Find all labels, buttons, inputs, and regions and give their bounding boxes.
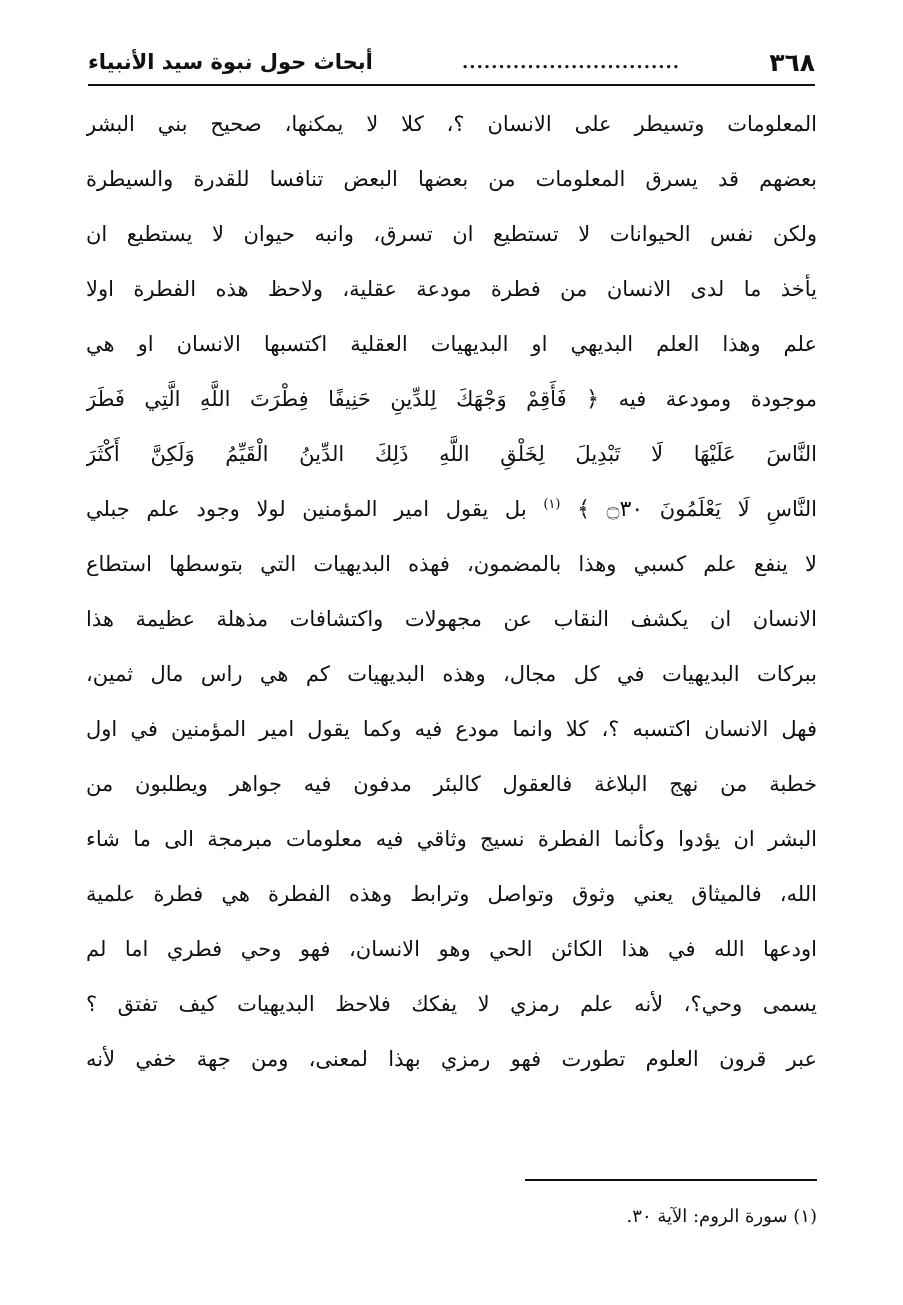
text-line: الانسان ان يكشف النقاب عن مجهولات واكتشافات مذهلة عظيمة هذا bbox=[86, 607, 817, 631]
page-number: ٣٦٨ bbox=[769, 47, 815, 77]
line-text: موجودة ومودعة فيه bbox=[618, 387, 817, 411]
running-title: أبحاث حول نبوة سيد الأنبياء bbox=[88, 50, 373, 74]
quran-close-bracket: ﴾ bbox=[577, 497, 590, 522]
quran-verse-part: فَأَقِمْ وَجْهَكَ لِلدِّينِ حَنِيفًا فِطْرَتَ اللَّهِ الَّتِي فَطَرَ bbox=[86, 387, 567, 411]
text-line: لا ينفع علم كسبي وهذا بالمضمون، فهذه البديهيات التي بتوسطها استطاع bbox=[86, 552, 817, 576]
text-line-quran bbox=[86, 427, 817, 482]
text-line: بعضهم قد يسرق المعلومات من بعضها البعض تنافسا للقدرة والسيطرة bbox=[86, 167, 817, 191]
text-line: يسمى وحي؟، لأنه علم رمزي لا يفكك فلاحظ البديهيات كيف تفتق ؟ bbox=[86, 992, 817, 1016]
text-line: خطبة من نهج البلاغة فالعقول كالبئر مدفون فيه جواهر ويطلبون من bbox=[86, 772, 817, 796]
quran-open-bracket: ﴿ bbox=[586, 387, 600, 412]
footnote-divider bbox=[525, 1179, 817, 1181]
body-text bbox=[86, 97, 817, 1087]
verse-number-marker: ۝٣٠ bbox=[606, 497, 644, 522]
footnote: (١) سورة الروم: الآية ٣٠. bbox=[626, 1206, 817, 1227]
text-line-quran-start bbox=[86, 372, 817, 427]
text-line: ولكن نفس الحيوانات لا تستطيع ان تسرق، وانبه حيوان لا يستطيع ان bbox=[86, 222, 817, 246]
text-line: الله، فالميثاق يعني وثوق وتواصل وترابط وهذه الفطرة هي فطرة علمية bbox=[86, 882, 817, 906]
text-line: ببركات البديهيات في كل مجال، وهذه البديهيات كم هي راس مال ثمين، bbox=[86, 662, 817, 686]
text-line: عبر قرون العلوم تطورت فهو رمزي بهذا لمعنى، ومن جهة خفي لأنه bbox=[86, 1047, 817, 1071]
page-header bbox=[88, 40, 815, 86]
line-text: بل يقول امير المؤمنين لولا وجود علم جبلي bbox=[86, 497, 527, 521]
quran-verse-part: النَّاسَ عَلَيْهَا لَا تَبْدِيلَ لِخَلْقِ اللَّهِ ذَلِكَ الدِّينُ الْقَيِّمُ وَلَكِنَّ أَكْثَرَ bbox=[86, 442, 817, 466]
text-line-quran-end bbox=[86, 482, 817, 537]
text-line: علم وهذا العلم البديهي او البديهيات العقلية اكتسبها الانسان او هي bbox=[86, 332, 817, 356]
text-line: اودعها الله في هذا الكائن الحي وهو الانسان، فهو وحي فطري اما لم bbox=[86, 937, 817, 961]
text-line: البشر ان يؤدوا وكأنما الفطرة نسيج وثاقي فيه معلومات مبرمجة الى ما شاء bbox=[86, 827, 817, 851]
header-leader-dots: .............................. bbox=[462, 51, 681, 73]
text-line: فهل الانسان اكتسبه ؟، كلا وانما مودع فيه وكما يقول امير المؤمنين في اول bbox=[86, 717, 817, 741]
quran-verse-part: النَّاسِ لَا يَعْلَمُونَ bbox=[659, 497, 817, 521]
footnote-reference: (١) bbox=[543, 497, 561, 512]
text-line: يأخذ ما لدى الانسان من فطرة مودعة عقلية، ولاحظ هذه الفطرة اولا bbox=[86, 277, 817, 301]
text-line: المعلومات وتسيطر على الانسان ؟، كلا لا يمكنها، صحيح بني البشر bbox=[86, 112, 817, 136]
